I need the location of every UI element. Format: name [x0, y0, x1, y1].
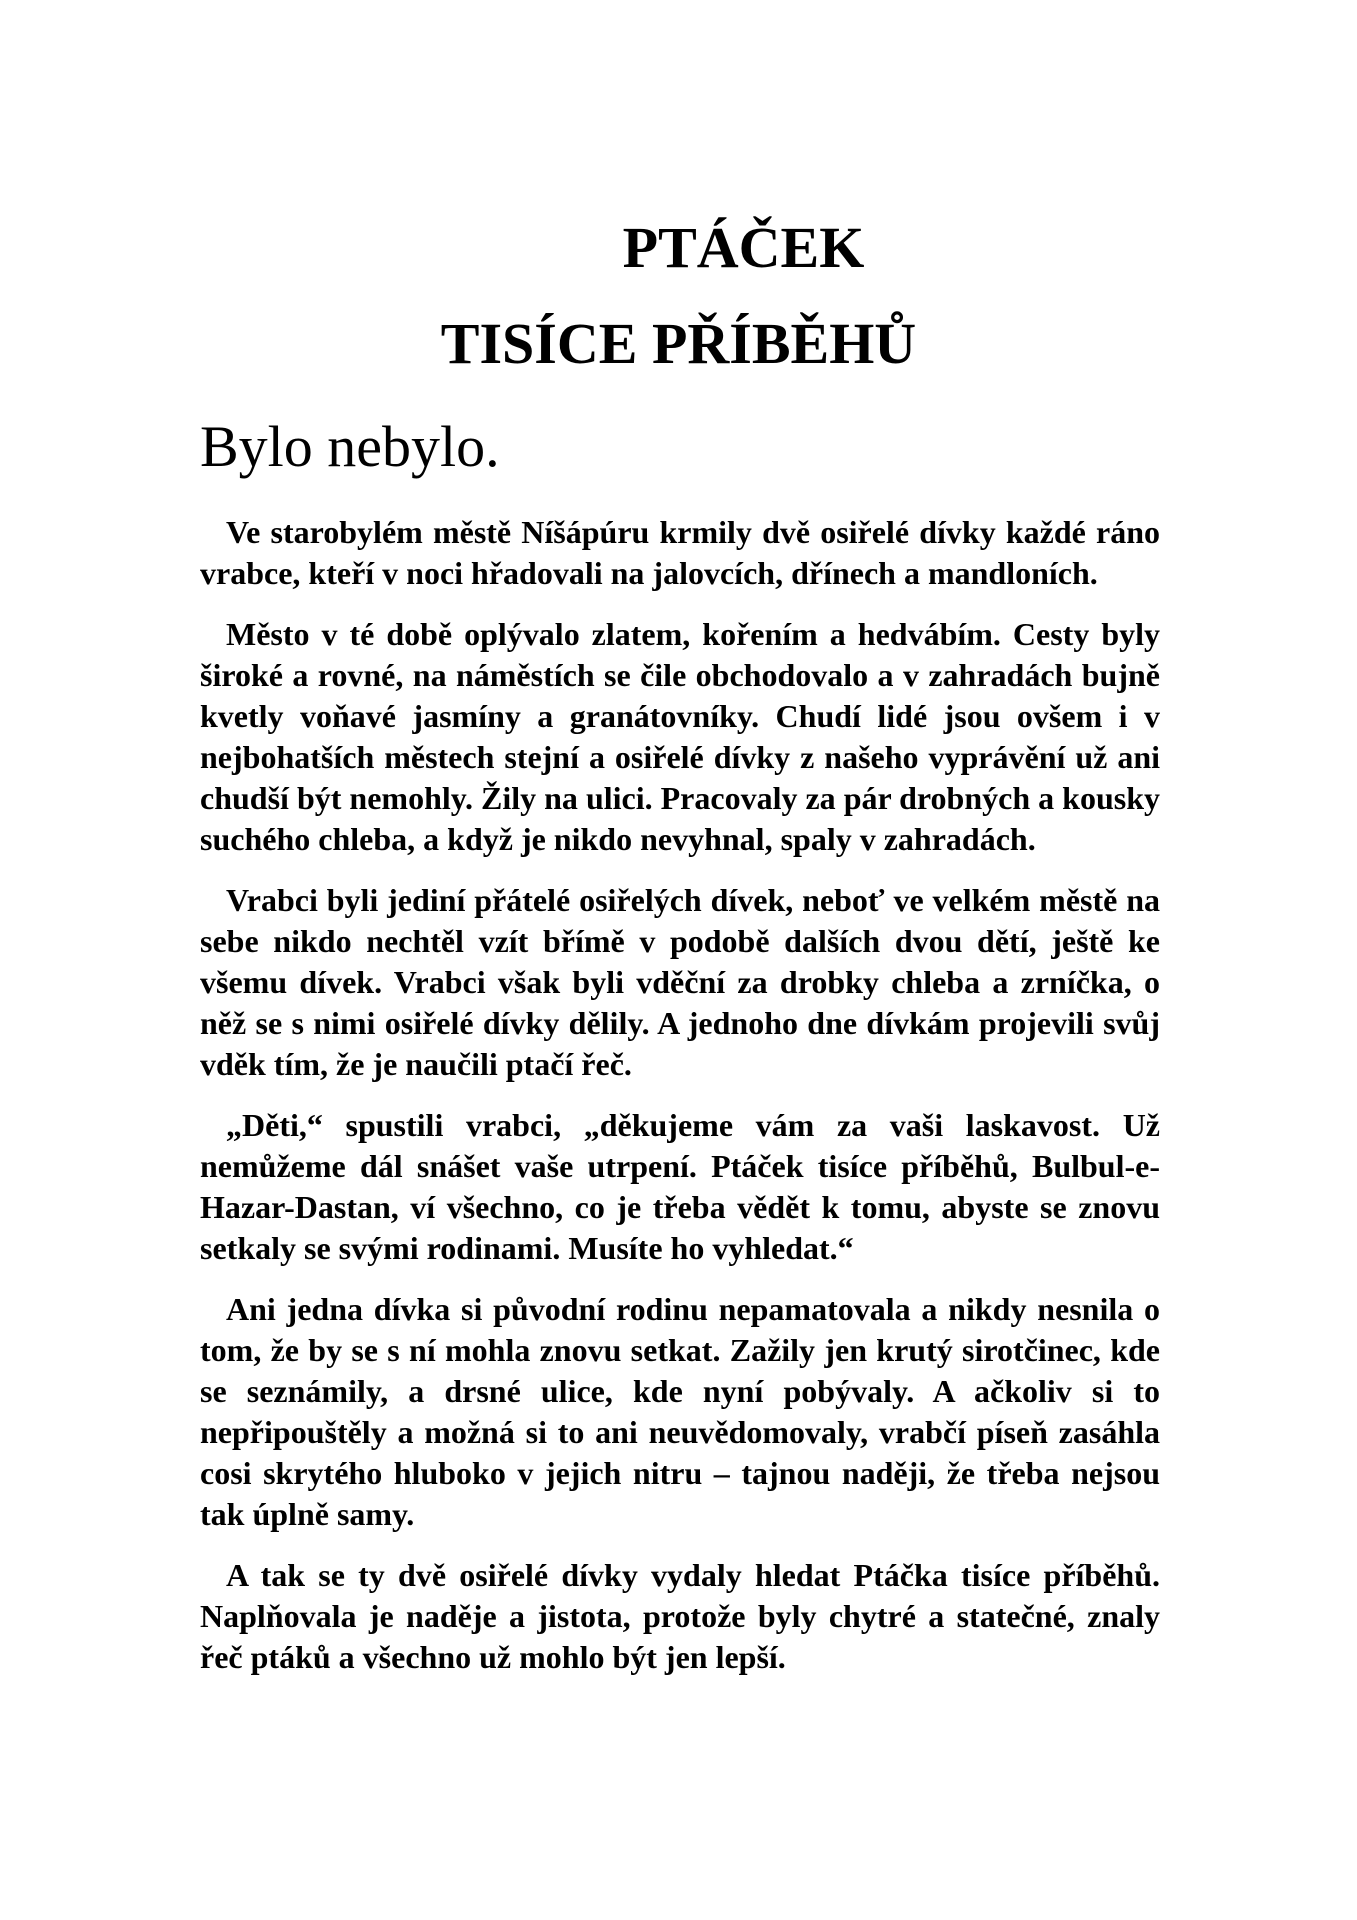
chapter-title-line-1: PTÁČEK	[622, 215, 865, 280]
chapter-title	[0, 200, 1357, 392]
paragraph-1: Ve starobylém městě Níšápúru krmily dvě osiřelé dívky každé ráno vrabce, kteří v noci hřadovali na jalovcích, dřínech a mandloních.	[200, 514, 1160, 591]
paragraph-2: Město v té době oplývalo zlatem, kořením a hedvábím. Cesty byly široké a rovné, na náměstích se čile obchodovalo a v zahradách bujně kvetly voňavé jasmíny a granátovníky. Chudí lidé jsou ovšem i v nejbohatších městech stejní a osiřelé dívky z našeho vyprávění už ani chudší být nemohly. Žily na ulici. Pracovaly za pár drobných a kousky suchého chleba, a když je nikdo nevyhnal, spaly v zahradách.	[200, 616, 1160, 857]
body-text	[200, 512, 1160, 1698]
paragraph-5: Ani jedna dívka si původní rodinu nepamatovala a nikdy nesnila o tom, že by se s ní mohla znovu setkat. Zažily jen krutý sirotčinec, kde se seznámily, a drsné ulice, kde nyní pobývaly. A ačkoliv si to nepřipouštěly a možná si to ani neuvědomovaly, vrabčí píseň zasáhla cosi skrytého hluboko v jejich nitru – tajnou naději, že třeba nejsou tak úplně samy.	[200, 1291, 1160, 1532]
paragraph-6: A tak se ty dvě osiřelé dívky vydaly hledat Ptáčka tisíce příběhů. Naplňovala je naděje a jistota, protože byly chytré a statečné, znaly řeč ptáků a všechno už mohlo být jen lepší.	[200, 1557, 1160, 1675]
paragraph-3: Vrabci byli jediní přátelé osiřelých dívek, neboť ve velkém městě na sebe nikdo nechtěl vzít břímě v podobě dalších dvou dětí, ještě ke všemu dívek. Vrabci však byli vděční za drobky chleba a zrníčka, o něž se s nimi osiřelé dívky dělily. A jednoho dne dívkám projevili svůj vděk tím, že je naučili ptačí řeč.	[200, 882, 1160, 1082]
paragraph-4: „Děti,“ spustili vrabci, „děkujeme vám za vaši laskavost. Už nemůžeme dál snášet vaše utrpení. Ptáček tisíce příběhů, Bulbul-e-Hazar-Dastan, ví všechno, co je třeba vědět k tomu, abyste se znovu setkaly se svými rodinami. Musíte ho vyhledat.“	[200, 1107, 1160, 1266]
opening-phrase: Bylo nebylo.	[200, 414, 500, 479]
chapter-title-line-2: TISÍCE PŘÍBĚHŮ	[440, 311, 917, 376]
